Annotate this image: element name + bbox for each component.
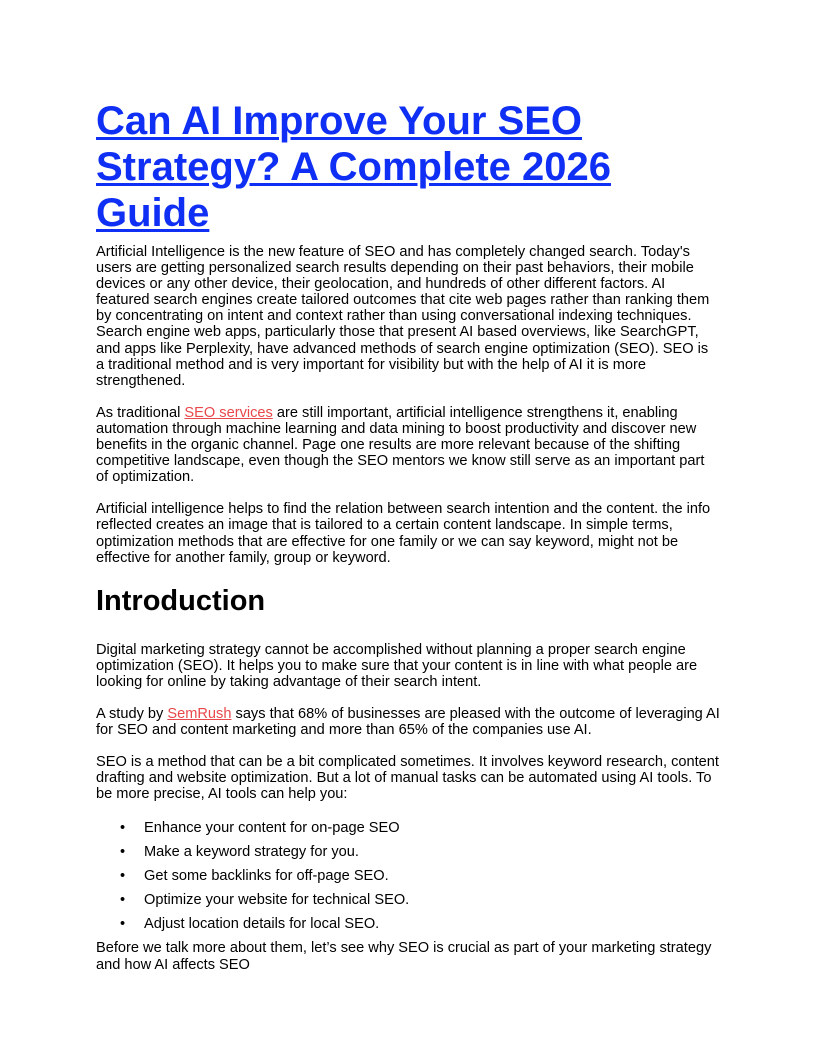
article-title-link[interactable]: Can AI Improve Your SEO Strategy? A Complete 2026 Guide bbox=[96, 99, 611, 235]
bullet-icon: • bbox=[120, 844, 126, 861]
intro-paragraph-2-text-after: are still important, artificial intelligence strengthens it, enabling automation through machine learning and data mining to boost productivity and discover new benefits in the organic channel. Page one results are more relevant because of the shifting competitive landscape, even though the SEO mentors we know still serve as an important part of optimization. bbox=[96, 404, 705, 486]
list-item bbox=[120, 868, 720, 885]
intro-paragraph-1: Artificial Intelligence is the new feature of SEO and has completely changed search. Today's users are getting personalized search results depending on their past behaviors, their mobile devices or any other device, their geolocation, and hundreds of other different factors. AI featured search engines create tailored outcomes that cite web pages rather than ranking them by concentrating on intent and context rather than using conversational indexing techniques. Search engine web apps, particularly those that present AI based overviews, like SearchGPT, and apps like Perplexity, have advanced methods of search engine optimization (SEO). SEO is a traditional method and is very important for visibility but with the help of AI it is more strengthened. bbox=[96, 244, 710, 389]
intro-paragraph-2 bbox=[96, 405, 720, 485]
list-item bbox=[120, 844, 720, 861]
bullet-icon: • bbox=[120, 916, 126, 933]
bullet-icon: • bbox=[120, 820, 126, 837]
bullet-icon: • bbox=[120, 868, 126, 885]
section-paragraph-2 bbox=[96, 706, 720, 738]
list-item-text: Optimize your website for technical SEO. bbox=[144, 892, 410, 909]
section-heading-introduction: Introduction bbox=[96, 584, 266, 617]
section-paragraph-2-text-before: A study by bbox=[96, 705, 168, 722]
ai-tools-benefits-list bbox=[96, 820, 720, 932]
seo-services-link[interactable]: SEO services bbox=[184, 404, 273, 421]
article-body bbox=[96, 98, 720, 973]
semrush-link[interactable]: SemRush bbox=[167, 705, 232, 722]
section-paragraph-1: Digital marketing strategy cannot be accomplished without planning a proper search engine optimization (SEO). It helps you to make sure that your content is in line with what people are looking for online by taking advantage of their search intent. bbox=[96, 641, 698, 690]
list-item-text: Get some backlinks for off-page SEO. bbox=[144, 868, 389, 885]
list-item-text: Make a keyword strategy for you. bbox=[144, 844, 359, 861]
bullet-icon: • bbox=[120, 892, 126, 909]
article-title bbox=[96, 98, 720, 236]
section-paragraph-3: SEO is a method that can be a bit complicated sometimes. It involves keyword research, content drafting and website optimization. But a lot of manual tasks can be automated using AI tools. To be more precise, AI tools can help you: bbox=[96, 754, 719, 803]
list-item bbox=[120, 820, 720, 837]
list-item bbox=[120, 916, 720, 933]
closing-paragraph: Before we talk more about them, let’s see why SEO is crucial as part of your marketing strategy and how AI affects SEO bbox=[96, 940, 712, 973]
intro-paragraph-2-text-before: As traditional bbox=[96, 404, 185, 421]
list-item bbox=[120, 892, 720, 909]
section-paragraph-2-text-after: says that 68% of businesses are pleased with the outcome of leveraging AI for SEO and content marketing and more than 65% of the companies use AI. bbox=[96, 705, 720, 739]
list-item-text: Adjust location details for local SEO. bbox=[144, 916, 380, 933]
list-item-text: Enhance your content for on-page SEO bbox=[144, 820, 400, 837]
intro-paragraph-3: Artificial intelligence helps to find the relation between search intention and the content. the info reflected creates an image that is tailored to a certain content landscape. In simple terms, optimization methods that are effective for one family or we can say keyword, might not be effective for another family, group or keyword. bbox=[96, 501, 711, 566]
